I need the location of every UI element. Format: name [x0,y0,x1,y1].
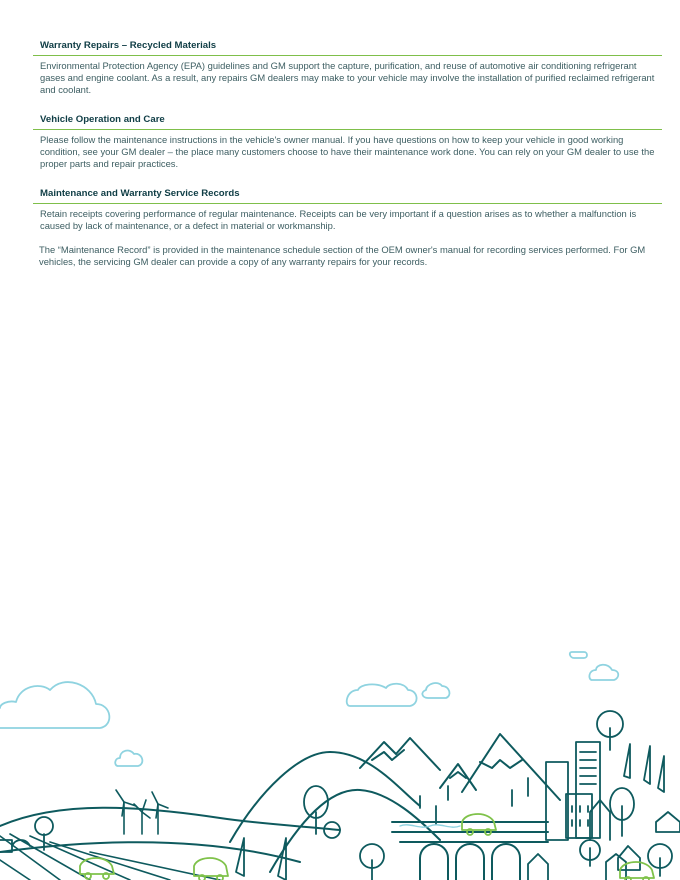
title-underline [33,55,662,56]
section-warranty-repairs [40,40,662,96]
title-underline [33,129,662,130]
wind-turbine-icon [116,790,168,834]
section-paragraph: Please follow the maintenance instructions in the vehicle's owner manual. If you have questions on how to keep your vehicle in good working condition, see your GM dealer – the place many customers choose to have their maintenance work done. You can rely on your GM dealer to use the proper parts and repair practices. [40,134,655,170]
section-paragraph: Retain receipts covering performance of regular maintenance. Receipts can be very important if a question arises as to whether a malfunction is caused by lack of maintenance, or a defect in material or workmanship. [40,208,637,232]
section-paragraph: The “Maintenance Record” is provided in the maintenance schedule section of the OEM owner's manual for recording services performed. For GM vehicles, the servicing GM dealer can provide a copy of any warranty repairs for your records. [39,244,646,268]
section-title: Warranty Repairs – Recycled Materials [40,40,217,51]
title-underline [33,203,662,204]
hills [0,734,560,872]
section-paragraph: Environmental Protection Agency (EPA) guidelines and GM support the capture, purification, and reuse of automotive air conditioning refrigerant gases and engine coolant. As a result, any repairs GM dealers may make to your vehicle may involve the installation of purified reclaimed refrigerant and coolant. [40,60,655,96]
section-maintenance-records [40,188,662,268]
landscape-illustration [0,640,680,880]
section-vehicle-operation [40,114,662,170]
section-title: Vehicle Operation and Care [40,114,165,125]
section-title: Maintenance and Warranty Service Records [40,188,240,199]
cloud-icon [0,652,618,766]
